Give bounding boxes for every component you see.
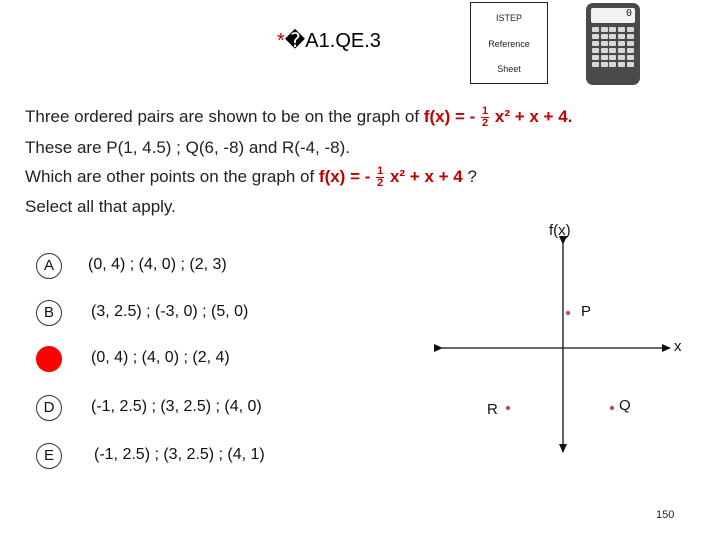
question-line-1: Three ordered pairs are shown to be on the graph of f(x) = - $\frac{1}{2}$ x² + x + 4. xyxy=(25,105,573,129)
title-text: �A1.QE.3 xyxy=(284,30,381,52)
option-b-bubble[interactable]: B xyxy=(36,300,62,326)
istep-label: ISTEP xyxy=(495,13,522,23)
function-expression-2: f(x) = - $\frac{1}{2}$ x² + x + 4 xyxy=(318,165,463,189)
point-r-dot xyxy=(506,406,510,410)
question-line-2: These are P(1, 4.5) ; Q(6, -8) and R(-4, -8). xyxy=(25,138,351,157)
point-r-label: R xyxy=(487,401,498,418)
option-a-text: (0, 4) ; (4, 0) ; (2, 3) xyxy=(88,256,227,273)
calculator-display: 0 xyxy=(625,8,632,19)
question-line-4: Select all that apply. xyxy=(25,197,176,216)
question-line-3: Which are other points on the graph of f(x) = - $\frac{1}{2}$ x² + x + 4 ? xyxy=(25,165,477,189)
point-q-label: Q xyxy=(619,397,631,414)
point-p-dot xyxy=(566,311,570,315)
option-e-bubble[interactable]: E xyxy=(36,443,62,469)
y-axis-label: f(x) xyxy=(549,222,571,239)
point-q-dot xyxy=(610,406,614,410)
option-c-text: (0, 4) ; (4, 0) ; (2, 4) xyxy=(91,349,230,366)
fraction-one-half: $\frac{1}{2}$ xyxy=(482,105,489,129)
reference-label: Reference xyxy=(488,39,530,49)
fraction-one-half-2: $\frac{1}{2}$ xyxy=(377,165,384,189)
point-p-label: P xyxy=(581,303,592,320)
option-d-text: (-1, 2.5) ; (3, 2.5) ; (4, 0) xyxy=(91,398,262,415)
option-a-bubble[interactable]: A xyxy=(36,253,62,279)
option-b-text: (3, 2.5) ; (-3, 0) ; (5, 0) xyxy=(91,303,249,320)
page-number: 150 xyxy=(656,509,675,521)
title-star: * xyxy=(277,30,285,52)
option-d-bubble[interactable]: D xyxy=(36,395,62,421)
sheet-label: Sheet xyxy=(497,64,521,74)
option-e-text: (-1, 2.5) ; (3, 2.5) ; (4, 1) xyxy=(94,446,265,463)
function-expression: f(x) = - $\frac{1}{2}$ x² + x + 4. xyxy=(423,105,573,129)
x-axis-label: x xyxy=(674,338,682,355)
option-c-bubble-selected[interactable]: C xyxy=(36,346,62,372)
